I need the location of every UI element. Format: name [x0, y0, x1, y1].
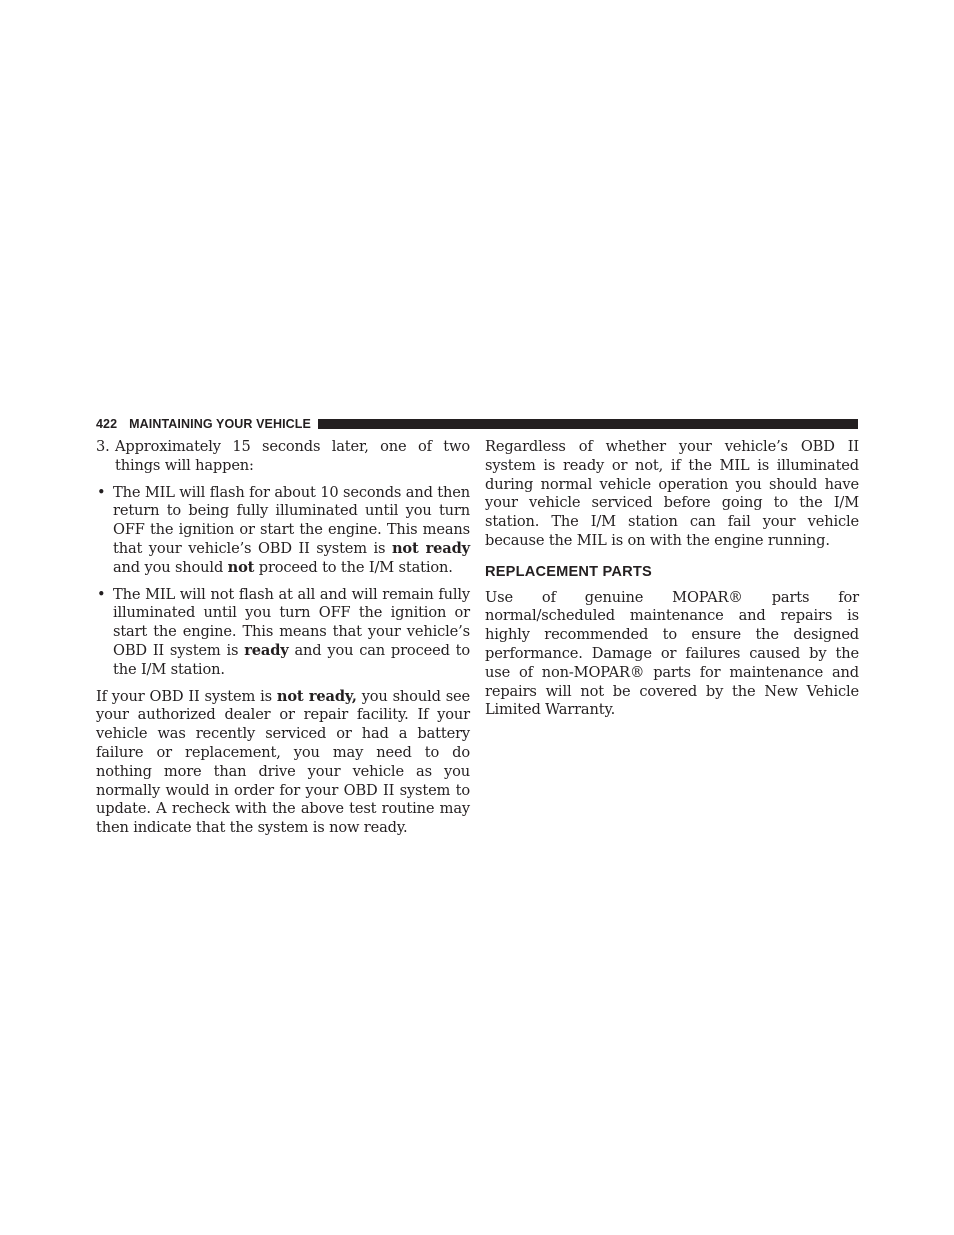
left-column — [96, 438, 470, 850]
bullet-text-part: The MIL will not flash at all and will remain fully illuminated until you turn OFF the ignition or start the engine. This means that your vehicle’s OBD II system is — [113, 585, 470, 659]
bullet-emphasis: not — [227, 558, 255, 576]
right-column — [485, 438, 859, 720]
section-title: MAINTAINING YOUR VEHICLE — [129, 417, 311, 431]
bullet-text-part: The MIL will flash for about 10 seconds and then return to being fully illuminated until you turn OFF the ignition or start the engine. This means that your vehicle’s OBD II system is — [113, 483, 470, 557]
bullet-item-not-ready — [96, 484, 470, 578]
paragraph-text-part: If your OBD II system is — [96, 687, 277, 705]
bullet-emphasis: ready — [244, 641, 289, 659]
bullet-item-ready — [96, 586, 470, 680]
numbered-step-3 — [96, 438, 470, 476]
replacement-parts-heading: REPLACEMENT PARTS — [485, 563, 652, 580]
bullet-text-part: and you can proceed to the I/M station. — [113, 641, 470, 678]
step-number: 3. — [96, 438, 110, 455]
bullet-text — [113, 484, 470, 578]
body-paragraph-mil: Regardless of whether your vehicle’s OBD II system is ready or not, if the MIL is illuminated during normal vehicle operation you should have your vehicle serviced before going to the I/M station. The I/M station can fail your vehicle because the MIL is on with the engine running. — [485, 438, 859, 549]
bullet-text-part: proceed to the I/M station. — [254, 558, 453, 576]
bullet-icon: • — [97, 585, 106, 603]
body-paragraph-replacement-parts: Use of genuine MOPAR® parts for normal/scheduled maintenance and repairs is highly recommended to ensure the designed performance. Damage or failures caused by the use of non-MOPAR® parts for maintenance and repairs will not be covered by the New Vehicle Limited Warranty. — [485, 588, 859, 719]
header-rule — [318, 419, 858, 429]
page-header — [96, 416, 858, 432]
body-paragraph-not-ready — [96, 688, 470, 838]
paragraph-text-part: you should see your authorized dealer or repair facility. If your vehicle was recently serviced or had a battery failure or replacement, you may need to do nothing more than drive your vehicle as you normally would in order for your OBD II system to update. A recheck with the above test routine may then indicate that the system is now ready. — [96, 687, 471, 837]
step-text: Approximately 15 seconds later, one of two things will happen: — [115, 438, 470, 474]
page-number: 422 — [96, 417, 118, 431]
bullet-emphasis: not ready — [391, 539, 470, 557]
paragraph-emphasis: not ready, — [276, 687, 357, 705]
bullet-text — [113, 586, 470, 680]
bullet-text-part: and you should — [113, 558, 228, 576]
bullet-icon: • — [97, 483, 106, 501]
